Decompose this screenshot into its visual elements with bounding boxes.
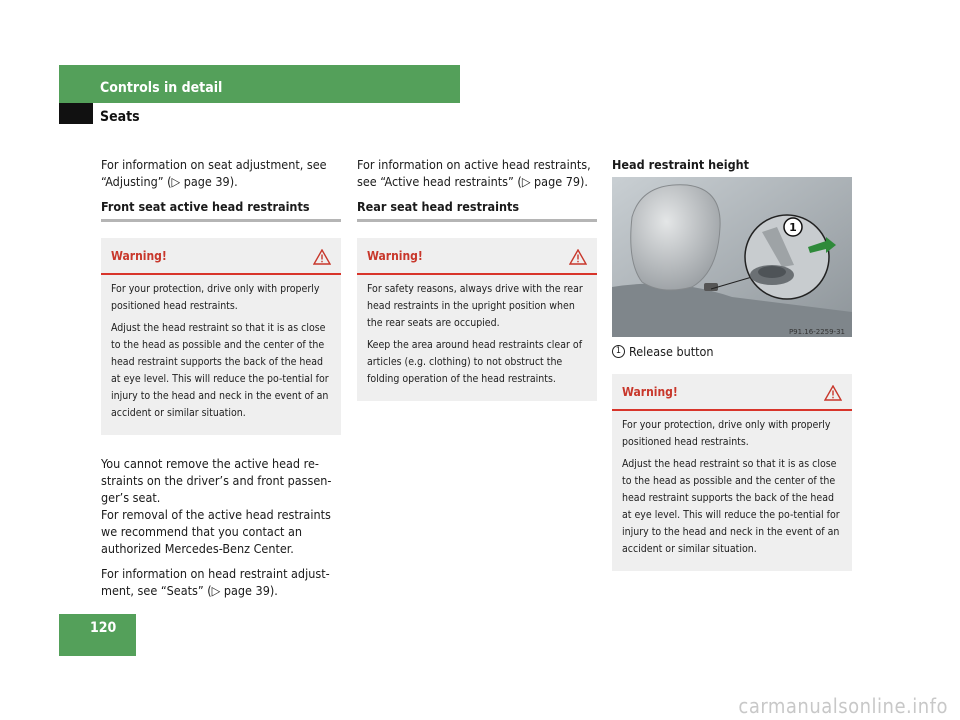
paragraph: You cannot remove the active head re-straints on the driver’s and front passen-ger’s seat. (101, 456, 332, 505)
intro-text: For information on seat adjustment, see “Adjusting” (▷ page 39). (101, 157, 327, 189)
subsection-title: Seats (100, 109, 140, 125)
warning-text: For your protection, drive only with properly positioned head restraints. (111, 283, 320, 312)
callout-number: 1 (612, 345, 625, 358)
warning-title: Warning! (367, 249, 423, 263)
warning-text: Adjust the head restraint so that it is as close to the head as possible and the center of the head restraint supports the back of the head at eye level. This will reduce the po-tential for injury to the head and neck in the event of an accident or similar situation. (111, 322, 329, 419)
column-1 (101, 156, 341, 607)
section-title: Controls in detail (100, 80, 223, 96)
column-2 (357, 156, 597, 421)
warning-box (101, 238, 341, 435)
warning-box (612, 374, 852, 571)
warning-triangle-icon (569, 249, 587, 265)
head-restraint-photo (612, 177, 852, 337)
paragraph: For removal of the active head restraints we recommend that you contact an authorized Mercedes-Benz Center. (101, 507, 331, 556)
warning-text: For your protection, drive only with properly positioned head restraints. (622, 419, 831, 448)
heading-front-seat-restraints: Front seat active head restraints (101, 199, 310, 214)
intro-text: For information on active head restraints, see “Active head restraints” (▷ page 79). (357, 157, 591, 189)
page-number: 120 (90, 620, 117, 636)
callout-label: Release button (629, 344, 714, 359)
section-header-marker (59, 103, 93, 124)
warning-text: Keep the area around head restraints clear of articles (e.g. clothing) to not obstruct the folding operation of the head restraints. (367, 339, 583, 385)
warning-text: Adjust the head restraint so that it is as close to the head as possible and the center of the head restraint supports the back of the head at eye level. This will reduce the po-tential for injury to the head and neck in the event of an accident or similar situation. (622, 458, 840, 555)
warning-header (357, 238, 597, 275)
warning-title: Warning! (111, 249, 167, 263)
warning-box (357, 238, 597, 401)
warning-triangle-icon (313, 249, 331, 265)
photo-callout-number: 1 (789, 221, 797, 234)
paragraph: For information on head restraint adjust-ment, see “Seats” (▷ page 39). (101, 566, 330, 598)
warning-header (612, 374, 852, 411)
photo-code: P91.16-2259-31 (788, 328, 845, 336)
warning-triangle-icon (824, 385, 842, 401)
callout-legend (612, 343, 852, 360)
heading-head-restraint-height: Head restraint height (612, 157, 750, 172)
warning-title: Warning! (622, 385, 678, 399)
watermark-text: carmanualsonline.info (738, 694, 948, 718)
heading-rule (357, 219, 597, 222)
heading-rule (101, 219, 341, 222)
heading-rear-seat-restraints: Rear seat head restraints (357, 199, 520, 214)
warning-text: For safety reasons, always drive with the rear head restraints in the upright position when the rear seats are occupied. (367, 283, 583, 329)
warning-header (101, 238, 341, 275)
column-3 (612, 156, 852, 591)
